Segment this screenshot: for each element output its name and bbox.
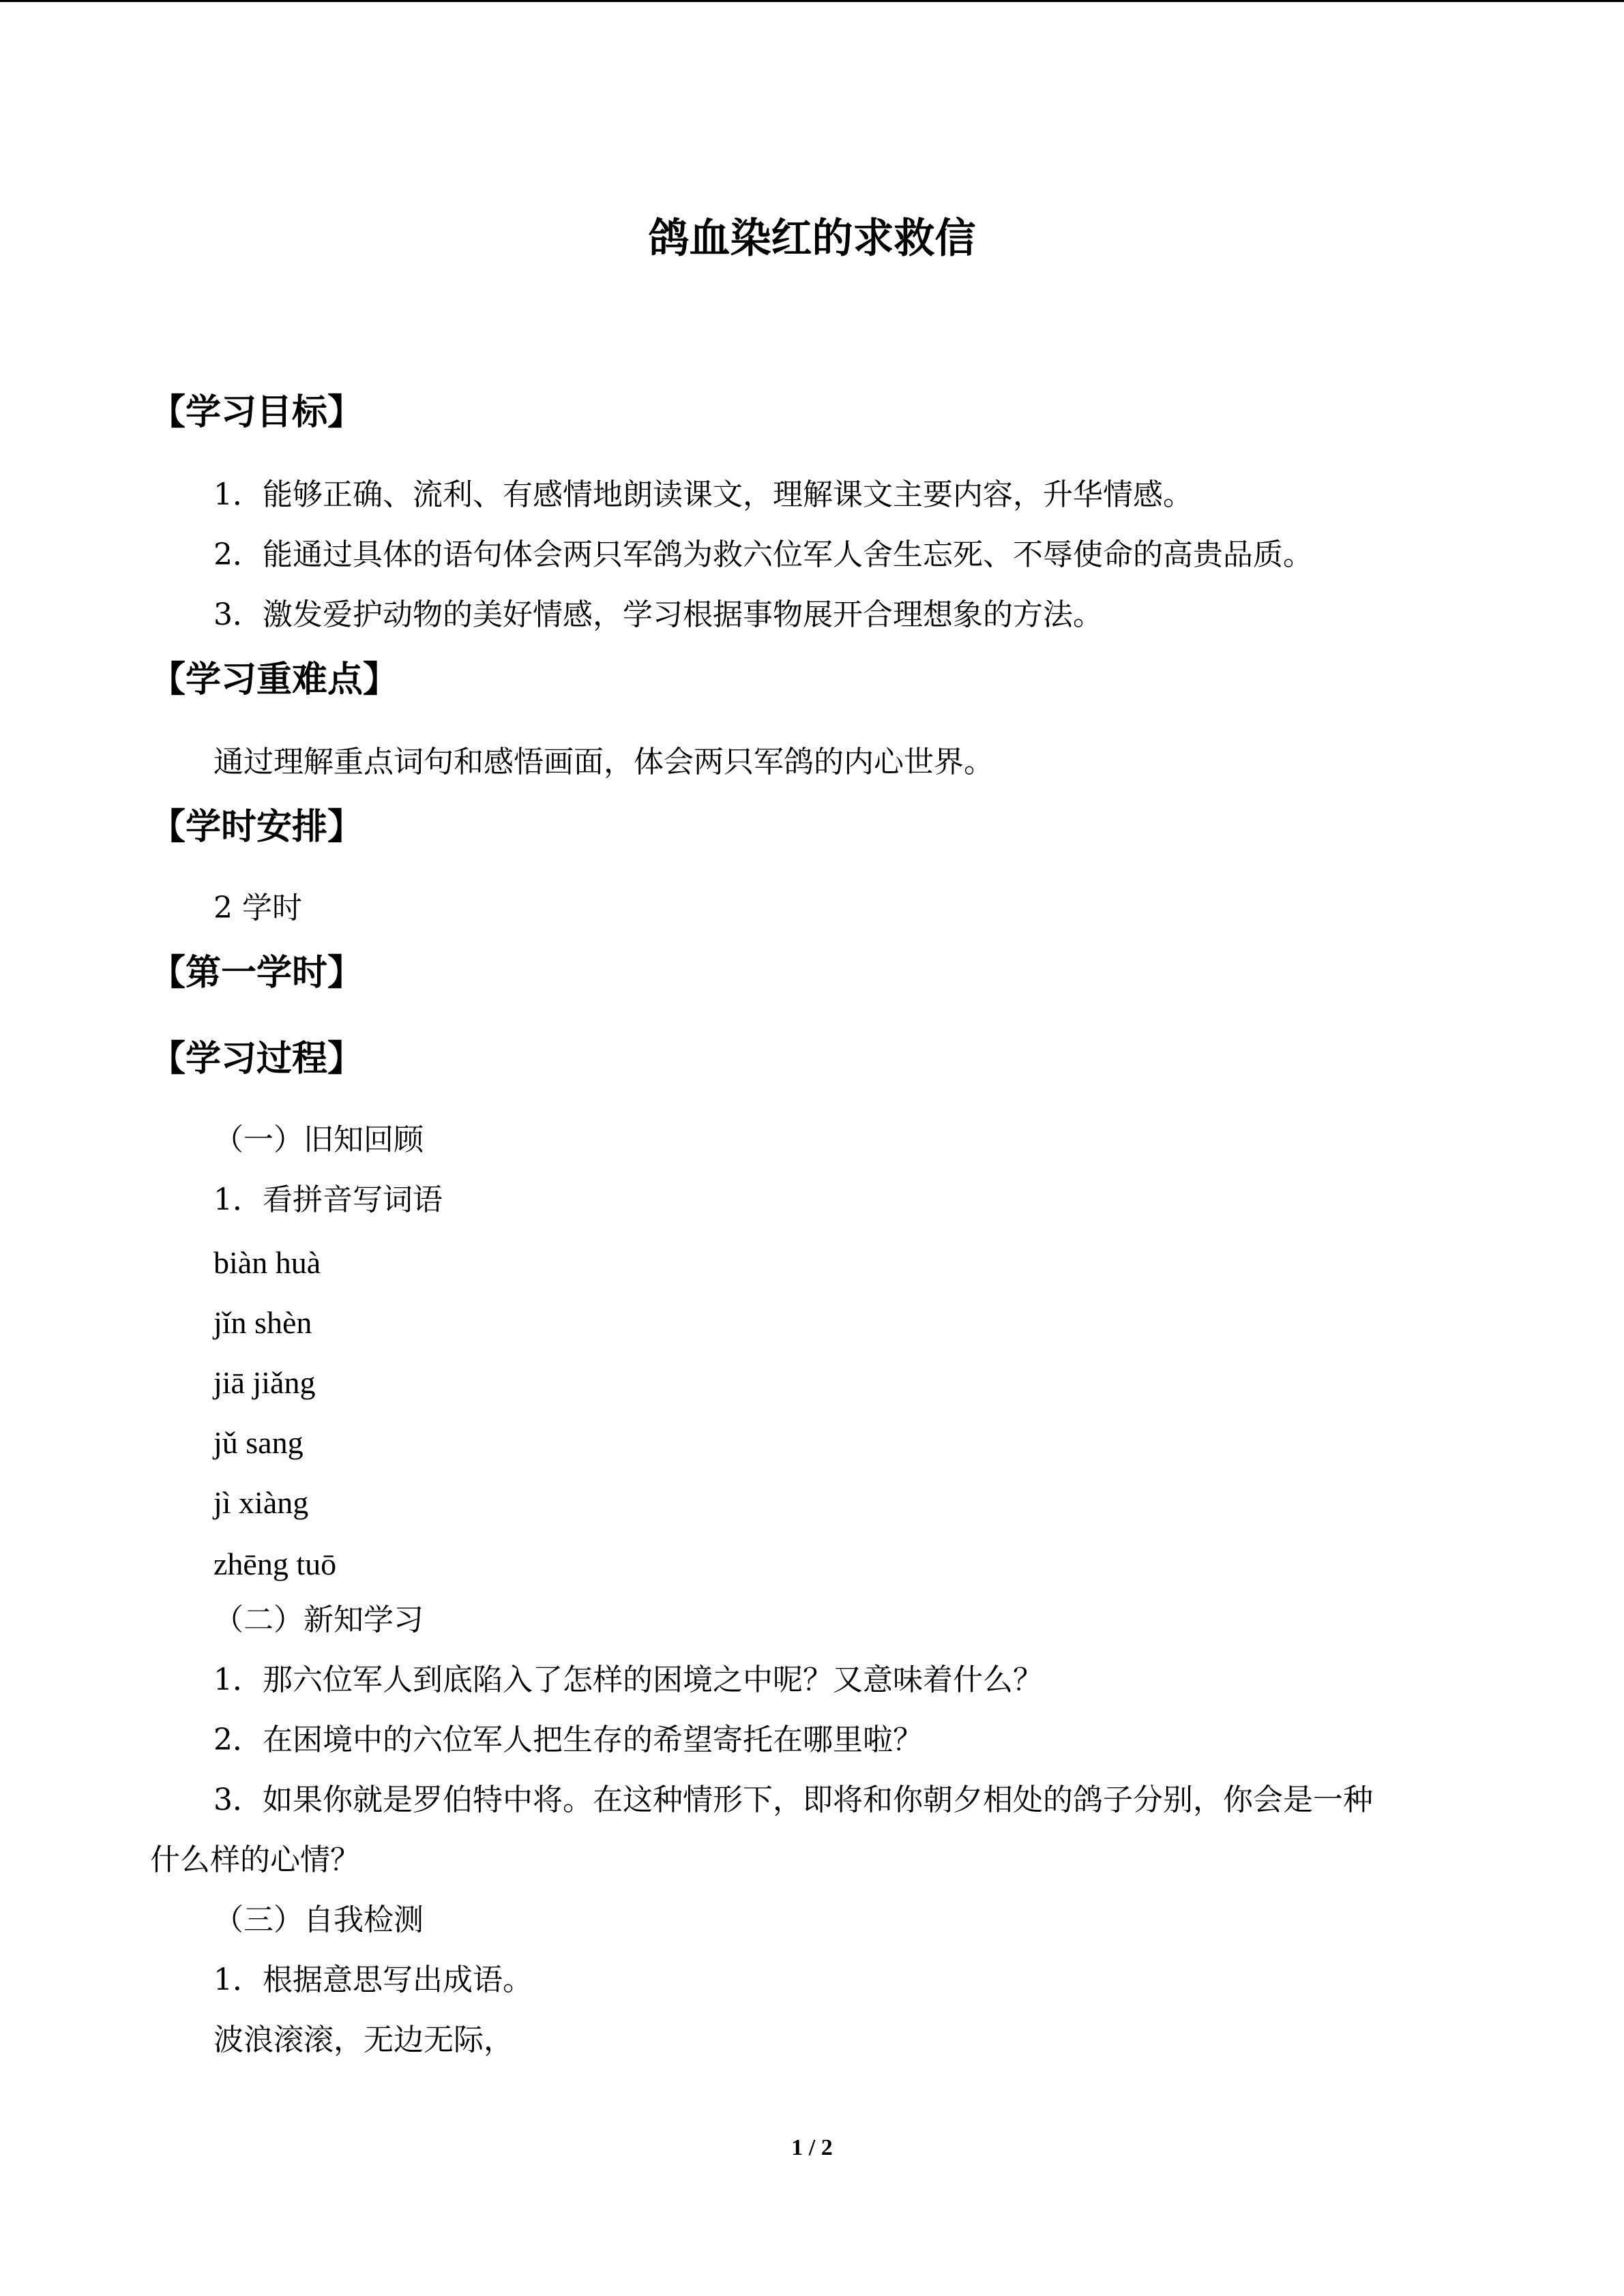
review-label: （一）旧知回顾 bbox=[213, 1122, 424, 1157]
question-3-line-1: 3．如果你就是罗伯特中将。在这种情形下，即将和你朝夕相处的鸽子分别，你会是一种 bbox=[213, 1783, 1373, 1817]
key-points-text: 通过理解重点词句和感悟画面，体会两只军鸽的内心世界。 bbox=[213, 745, 994, 779]
objective-item-2: 2．能通过具体的语句体会两只军鸽为救六位军人舍生忘死、不辱使命的高贵品质。 bbox=[213, 537, 1313, 572]
question-2: 2．在困境中的六位军人把生存的希望寄托在哪里啦？ bbox=[213, 1723, 923, 1757]
objective-item-1: 1．能够正确、流利、有感情地朗读课文，理解课文主要内容，升华情感。 bbox=[213, 477, 1193, 512]
self-check-item: 波浪滚滚，无边无际， bbox=[213, 2023, 514, 2057]
self-check-label: （三）自我检测 bbox=[213, 1903, 424, 1937]
new-learning-label: （二）新知学习 bbox=[213, 1602, 424, 1637]
review-task: 1．看拼音写词语 bbox=[213, 1182, 443, 1217]
pinyin-item-6: zhēng tuō bbox=[213, 1547, 337, 1581]
page-number: 1 / 2 bbox=[791, 2135, 833, 2160]
section-heading-process: 【学习过程】 bbox=[150, 1039, 364, 1079]
pinyin-item-3: jiā jiǎng bbox=[213, 1365, 316, 1400]
pinyin-item-2: jǐn shèn bbox=[213, 1305, 312, 1340]
pinyin-item-5: jì xiàng bbox=[213, 1485, 309, 1520]
page-title: 鸽血染红的求救信 bbox=[648, 215, 976, 263]
self-check-task: 1．根据意思写出成语。 bbox=[213, 1963, 533, 1997]
pinyin-item-1: biàn huà bbox=[213, 1245, 321, 1280]
question-1: 1．那六位军人到底陷入了怎样的困境之中呢？又意味着什么？ bbox=[213, 1663, 1043, 1697]
section-heading-objectives: 【学习目标】 bbox=[150, 392, 364, 433]
pinyin-item-4: jǔ sang bbox=[213, 1425, 304, 1460]
section-heading-schedule: 【学时安排】 bbox=[150, 807, 364, 848]
section-heading-first-period: 【第一学时】 bbox=[150, 953, 364, 994]
section-heading-key-points: 【学习重难点】 bbox=[150, 659, 399, 700]
top-border-line bbox=[0, 0, 1624, 2]
question-3-line-2: 什么样的心情？ bbox=[150, 1843, 360, 1877]
schedule-text: 2 学时 bbox=[213, 891, 302, 925]
objective-item-3: 3．激发爱护动物的美好情感，学习根据事物展开合理想象的方法。 bbox=[213, 597, 1103, 632]
